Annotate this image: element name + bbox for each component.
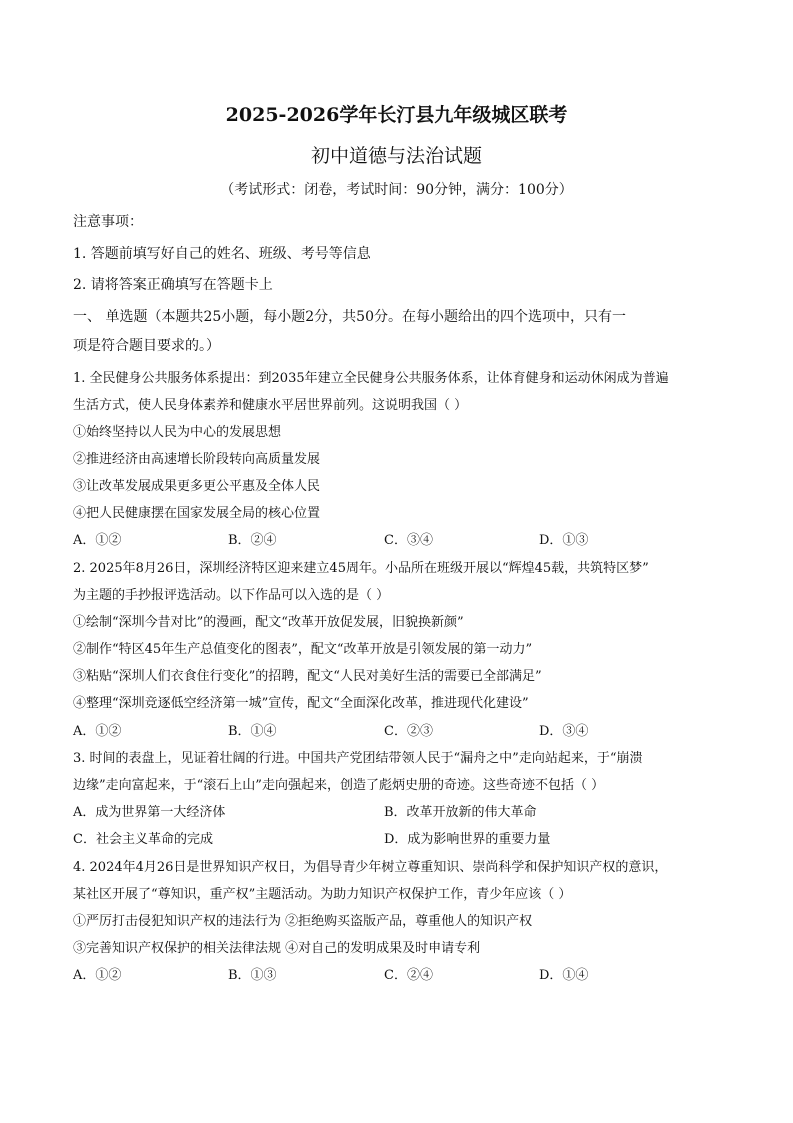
question-3-option-a[interactable]: A．成为世界第一大经济体 — [73, 805, 226, 820]
question-4-stem-line2: 某社区开展了“尊知识，重产权”主题活动。为助力知识产权保护工作，青少年应该（ ） — [73, 887, 572, 902]
question-2-option-b[interactable]: B．①④ — [228, 724, 277, 739]
question-1-option-a[interactable]: A．①② — [73, 533, 122, 548]
question-3-option-b[interactable]: B．改革开放新的伟大革命 — [384, 805, 537, 820]
question-2-option-d[interactable]: D．③④ — [539, 724, 589, 739]
exam-subject-title: 初中道德与法治试题 — [310, 145, 482, 167]
question-3-stem-line1: 3. 时间的表盘上，见证着壮阔的行进。中国共产党团结带领人民于“漏舟之中”走向站起来，于“崩溃 — [73, 751, 643, 766]
question-2-option-c[interactable]: C．②③ — [384, 724, 433, 739]
question-2-statement-1: ①绘制“深圳今昔对比”的漫画，配文“改革开放促发展，旧貌换新颜” — [73, 615, 464, 630]
note-item-1: 1. 答题前填写好自己的姓名、班级、考号等信息 — [73, 246, 371, 262]
note-item-2: 2. 请将答案正确填写在答题卡上 — [73, 277, 273, 293]
question-1-statement-1: ①始终坚持以人民为中心的发展思想 — [73, 425, 282, 440]
question-4-option-c[interactable]: C．②④ — [384, 968, 433, 983]
question-1-stem-line2: 生活方式，使人民身体素养和健康水平居世界前列。这说明我国（ ） — [73, 398, 468, 413]
question-4-option-b[interactable]: B．①③ — [228, 968, 277, 983]
section-heading-line1: 一、 单选题（本题共25小题，每小题2分，共50分。在每小题给出的四个选项中，只有一 — [73, 309, 626, 325]
exam-title: 2025-2026学年长汀县九年级城区联考 — [225, 104, 568, 126]
notes-heading: 注意事项： — [73, 214, 143, 230]
question-2-option-a[interactable]: A．①② — [73, 724, 122, 739]
question-1-statement-3: ③让改革发展成果更多更公平惠及全体人民 — [73, 479, 321, 494]
question-4-statement-1: ①严厉打击侵犯知识产权的违法行为 ②拒绝购买盗版产品，尊重他人的知识产权 — [73, 914, 533, 929]
question-4-statement-2: ③完善知识产权保护的相关法律法规 ④对自己的发明成果及时申请专利 — [73, 941, 481, 956]
question-2-stem-line2: 为主题的手抄报评选活动。以下作品可以入选的是（ ） — [73, 588, 390, 603]
question-2-statement-4: ④整理“深圳竞逐低空经济第一城”宣传，配文“全面深化改革，推进现代化建设” — [73, 696, 529, 711]
question-3-stem-line2: 边缘”走向富起来，于“滚石上山”走向强起来，创造了彪炳史册的奇迹。这些奇迹不包括（ ） — [73, 778, 605, 793]
question-2-statement-3: ③粘贴“深圳人们衣食住行变化”的招聘，配文“人民对美好生活的需要已全部满足” — [73, 669, 542, 684]
question-1-statement-2: ②推进经济由高速增长阶段转向高质量发展 — [73, 452, 321, 467]
exam-info: （考试形式：闭卷，考试时间：90分钟，满分：100分） — [220, 182, 573, 198]
section-heading-line2: 项是符合题目要求的。） — [73, 338, 220, 354]
question-4-option-d[interactable]: D．①④ — [539, 968, 589, 983]
question-1-statement-4: ④把人民健康摆在国家发展全局的核心位置 — [73, 506, 321, 521]
question-2-statement-2: ②制作“特区45年生产总值变化的图表”，配文“改革开放是引领发展的第一动力” — [73, 642, 533, 657]
question-3-option-c[interactable]: C．社会主义革命的完成 — [73, 832, 213, 847]
question-3-option-d[interactable]: D．成为影响世界的重要力量 — [384, 832, 551, 847]
question-4-stem-line1: 4. 2024年4月26日是世界知识产权日，为倡导青少年树立尊重知识、崇尚科学和保护知识产权的意识， — [73, 860, 668, 875]
question-1-option-d[interactable]: D．①③ — [539, 533, 589, 548]
question-1-option-b[interactable]: B．②④ — [228, 533, 277, 548]
question-2-stem-line1: 2. 2025年8月26日，深圳经济特区迎来建立45周年。小品所在班级开展以“辉煌45载，共筑特区梦” — [73, 561, 649, 576]
question-1-option-c[interactable]: C．③④ — [384, 533, 433, 548]
question-1-stem-line1: 1. 全民健身公共服务体系提出：到2035年建立全民健身公共服务体系，让体育健身和运动休闲成为普遍 — [73, 371, 669, 386]
question-4-option-a[interactable]: A．①② — [73, 968, 122, 983]
